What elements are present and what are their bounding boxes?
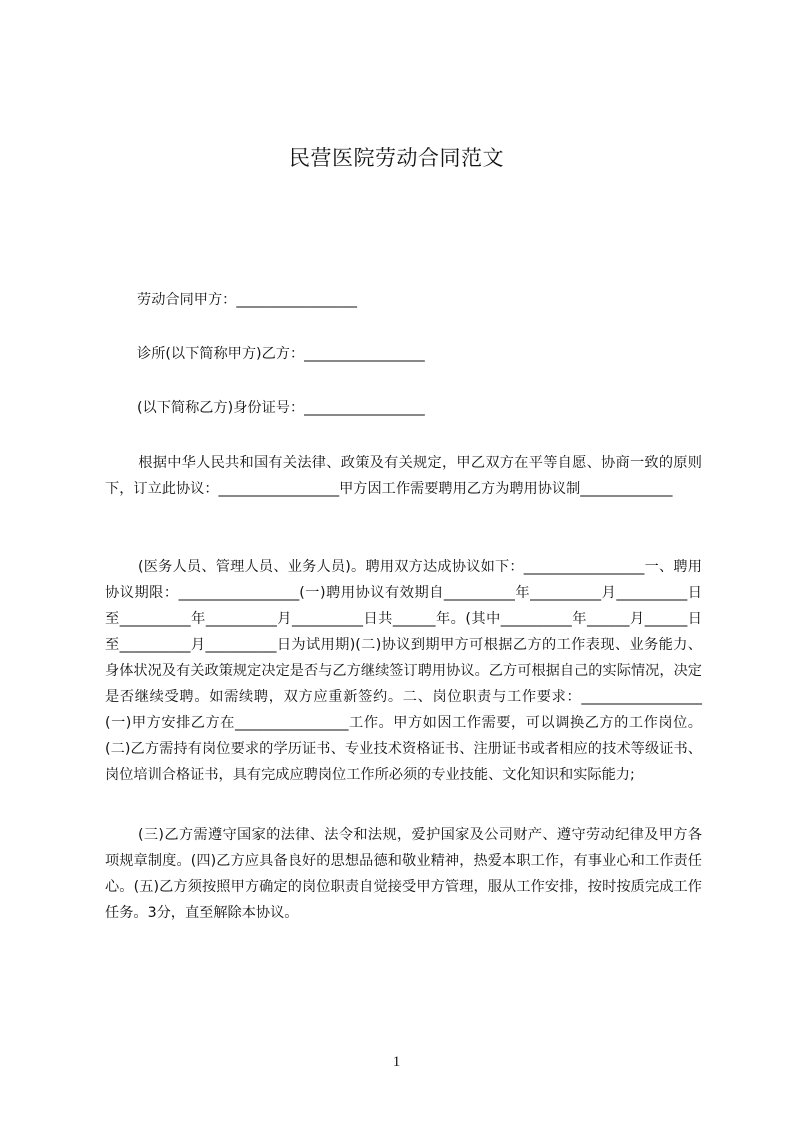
party-b-field: 诊所(以下简称甲方)乙方：_________________	[137, 346, 425, 362]
intro-paragraph-text: 根据中华人民共和国有关法律、政策及有关规定，甲乙双方在平等自愿、协商一致的原则下，订立此协议：_________________甲方因工作需要聘用乙方为聘用协议制_____________	[105, 455, 702, 497]
terms-paragraph-text: (医务人员、管理人员、业务人员)。聘用双方达成协议如下：_________________一、聘用协议期限：_________________(一)聘用协议有效期自__________年__________月__________日至__________年__________月__________日共______年。(其中__________年______月______日至__________月__________日为试用期)(二)协议到期甲方可根据乙方的工作表现、业务能力、身体状况及有关政策规定决定是否与乙方继续签订聘用协议。乙方可根据自己的实际情况，决定是否继续受聘。如需续聘，双方应重新签约。二、岗位职责与工作要求：_________________(一)甲方安排乙方在________________工作。甲方如因工作需要，可以调换乙方的工作岗位。(二)乙方需持有岗位要求的学历证书、专业技术资格证书、注册证书或者相应的技术等级证书、岗位培训合格证书，具有完成应聘岗位工作所必须的专业技能、文化知识和实际能力;	[105, 559, 702, 783]
obligations-paragraph	[105, 822, 702, 926]
terms-paragraph	[105, 554, 702, 788]
document-title: 民营医院劳动合同范文	[289, 146, 504, 170]
obligations-paragraph-text: (三)乙方需遵守国家的法律、法令和法规，爱护国家及公司财产、遵守劳动纪律及甲方各项规章制度。(四)乙方应具备良好的思想品德和敬业精神，热爱本职工作，有事业心和工作责任心。(五)乙方须按照甲方确定的岗位职责自觉接受甲方管理，服从工作安排，按时按质完成工作任务。3分，直至解除本协议。	[105, 827, 702, 921]
page-number: 1	[392, 1054, 401, 1070]
intro-paragraph	[105, 450, 702, 502]
id-number-field: (以下简称乙方)身份证号：_________________	[137, 400, 425, 416]
party-a-field: 劳动合同甲方：_________________	[137, 292, 357, 308]
